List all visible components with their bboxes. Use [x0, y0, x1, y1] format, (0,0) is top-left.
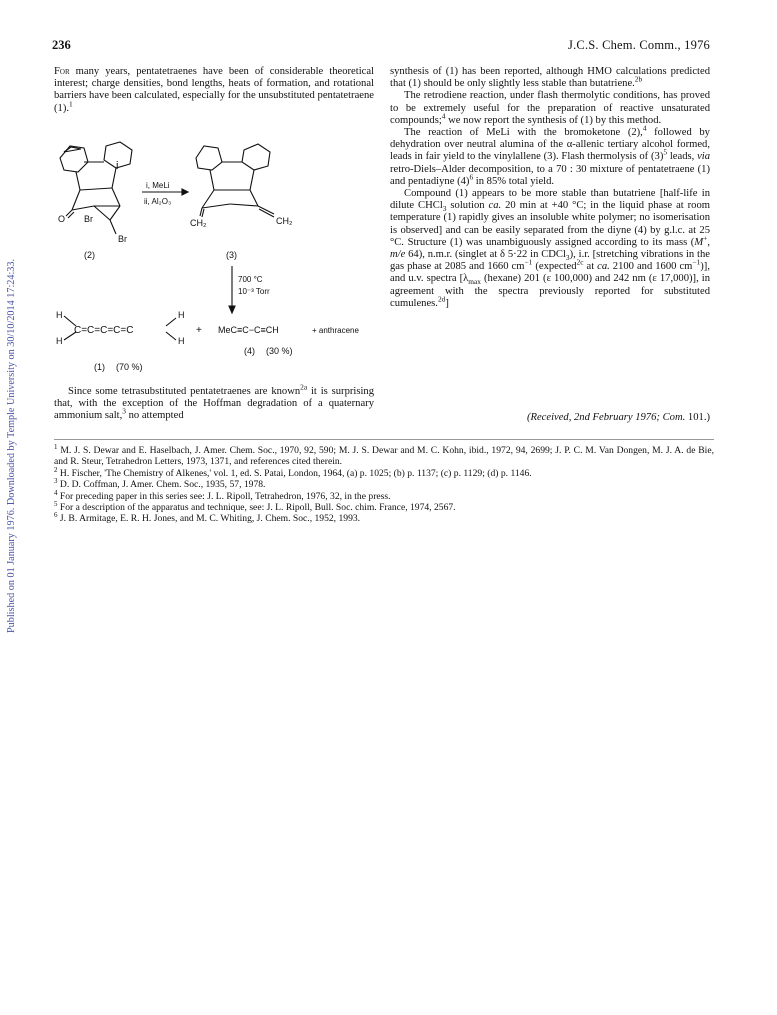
- text-span: The retrodiene reaction, under flash thermolytic conditions, has proved to be extremely useful for the preparation of reactive unsaturated compounds;: [390, 90, 710, 126]
- pentatetraene-formula: C=C=C=C=C: [74, 325, 134, 336]
- ref-2b: 2b: [634, 74, 643, 84]
- compound-4-yield: (30 %): [266, 346, 293, 356]
- atom-h-4: H: [178, 336, 185, 346]
- download-watermark: [4, 215, 18, 635]
- text-span: Since some tetrasubstituted pentatetraenes are known: [68, 386, 301, 397]
- text-span: no attempted: [125, 410, 184, 422]
- text-span: at: [583, 261, 598, 273]
- text-span: Compound (1) appears to be more stable than butatriene [half-life in dilute CHCl: [390, 188, 710, 212]
- characterisation-paragraph: [390, 188, 710, 310]
- intro-text: many years, pentatetraenes have been of considerable theoretical interest; charge densities, bond lengths, heats of formation, and rotational barriers have been calculated, especially for the unsubstituted pentatetraene (1).: [54, 66, 374, 114]
- subscript: 3: [442, 204, 447, 214]
- bond-h3: [166, 318, 176, 326]
- compound-2-structure: [60, 142, 132, 234]
- footnote-6: [54, 513, 714, 524]
- text-span: in 85% total yield.: [473, 175, 555, 187]
- ref-6: 6: [469, 172, 474, 182]
- superscript-minus-one: −1: [692, 257, 701, 267]
- reagent-2: ii, Al₂O₃: [144, 197, 172, 206]
- subscript: 3: [565, 253, 570, 263]
- wedge-mark: i: [116, 160, 119, 172]
- footnote-number: 5: [54, 499, 58, 508]
- text-span: ,: [707, 236, 710, 248]
- superscript-plus: +: [703, 233, 708, 243]
- italic-ca: ca.: [597, 261, 610, 273]
- ref-3: 3: [122, 406, 126, 416]
- text-span: (expected: [532, 261, 577, 273]
- reaction-scheme: [54, 136, 380, 380]
- condition-pressure: 10⁻³ Torr: [238, 287, 270, 296]
- text-span: leads,: [667, 151, 698, 163]
- compound-3-structure: [196, 144, 274, 217]
- text-span: 20 min at +40 °C; in the liquid phase at room temperature (1) rapidly gives an insoluble white polymer; no isomerisation is observed] and can be easily separated from the diyne (4) by g.l.c. at 25 °C. Structure (1) was unambiguously assigned according to its mass (: [390, 200, 711, 248]
- compound-4-label: (4): [244, 346, 255, 356]
- text-span: )], and u.v. spectra [λ: [390, 261, 710, 285]
- condition-temperature: 700 °C: [238, 275, 263, 284]
- compound-3-label: (3): [226, 250, 237, 260]
- footnote-text: J. B. Armitage, E. R. H. Jones, and M. C. Whiting, J. Chem. Soc., 1952, 1993.: [59, 513, 361, 525]
- journal-title: J.C.S. Chem. Comm., 1976: [568, 38, 710, 52]
- left-column-intro: [54, 66, 374, 115]
- footnote-2: [54, 465, 714, 479]
- anthracene-byproduct: + anthracene: [312, 326, 359, 335]
- italic-ca: ca.: [488, 200, 502, 212]
- received-number: 101.): [687, 412, 710, 423]
- ref-5: 5: [663, 147, 668, 157]
- text-span: 2100 and 1600 cm: [609, 261, 693, 273]
- superscript-minus-one: −1: [524, 257, 533, 267]
- atom-bromine-2: Br: [118, 234, 127, 244]
- atom-ch2-a: CH₂: [190, 218, 207, 228]
- footnote-1: [54, 442, 714, 468]
- text-span: it is surprising that, with the exception of the Hoffman degradation of a quaternary ammonium salt,: [54, 386, 374, 422]
- pentatetraene-paragraph: [54, 382, 374, 423]
- ref-2d: 2d: [437, 294, 446, 304]
- received-com: Com.: [662, 412, 686, 423]
- via-italic: via: [697, 151, 711, 163]
- received-date: [390, 412, 710, 423]
- compound-1-label: (1): [94, 362, 105, 372]
- italic-m: M: [694, 236, 704, 248]
- received-text: (Received, 2nd February 1976;: [526, 412, 660, 423]
- page-number: 236: [52, 38, 71, 52]
- atom-oxygen: O: [58, 214, 66, 224]
- atom-h-1: H: [56, 310, 63, 320]
- compound-2-label: (2): [84, 250, 95, 260]
- footnote-text: H. Fischer, 'The Chemistry of Alkenes,' vol. 1, ed. S. Patai, London, 1964, (a) p. 1025; (b) p. 1137; (c) p. 1129; (d) p. 1146.: [59, 467, 532, 479]
- text-span: we now report the synthesis of (1) by this method.: [445, 114, 662, 126]
- footnote-number: 2: [54, 465, 58, 474]
- italic-me: m/e: [390, 249, 406, 261]
- ref-4b: 4: [642, 123, 647, 133]
- right-column: [390, 66, 710, 310]
- intro-lead-word: For: [54, 66, 70, 77]
- footnote-number: 1: [54, 442, 58, 451]
- footnote-text: For a description of the apparatus and technique, see: J. L. Ripoll, Bull. Soc. chim. France, 1974, 2567.: [59, 502, 456, 514]
- page-header: [52, 38, 710, 54]
- footnote-rule: [54, 439, 714, 440]
- synthesis-paragraph: [390, 66, 710, 90]
- ref-2a: 2a: [300, 382, 308, 392]
- bond-h4: [166, 332, 176, 340]
- footnote-text: D. D. Coffman, J. Amer. Chem. Soc., 1935, 57, 1978.: [59, 479, 266, 491]
- text-span: retro-Diels–Alder decomposition, to a 70 : 30 mixture of pentatetraene (1) and pentadiyne (4): [390, 163, 710, 187]
- compound-1-yield: (70 %): [116, 362, 143, 372]
- atom-h-2: H: [56, 336, 63, 346]
- ref-1: 1: [69, 99, 73, 109]
- reaction-arrow-2-head: [229, 306, 235, 313]
- text-span: ]: [445, 297, 449, 309]
- ref-2c: 2c: [576, 257, 584, 267]
- reaction-scheme-svg: [54, 136, 380, 380]
- subscript-max: max: [468, 277, 481, 287]
- footnote-4: [54, 488, 714, 502]
- text-span: synthesis of (1) has been reported, although HMO calculations predicted that (1) should be only slightly less stable than butatriene.: [390, 66, 710, 90]
- footnote-text: M. J. S. Dewar and E. Haselbach, J. Amer. Chem. Soc., 1970, 92, 590; M. J. S. Dewar and M. C. Kohn, ibid., 1972, 94, 2699; J. P. C. M. Van Dongen, M. J. A. de Bie, and R. Steur, Tetrahedron Letters, 1973, 1371, and references cited therein.: [54, 445, 714, 468]
- pentadiyne-formula: MeC≡C−C≡CH: [218, 325, 279, 335]
- footnote-number: 6: [54, 511, 58, 520]
- footnote-5: [54, 499, 714, 514]
- text-span: The reaction of MeLi with the bromoketone (2),: [404, 127, 643, 139]
- text-span: 64), n.m.r. (singlet at δ 5·22 in CDCl: [405, 249, 566, 261]
- atom-h-3: H: [178, 310, 185, 320]
- atom-ch2-b: CH₂: [276, 216, 293, 226]
- reagent-1: i, MeLi: [146, 181, 170, 190]
- reaction-arrow-1-head: [182, 189, 188, 195]
- text-span: solution: [446, 200, 489, 212]
- footnotes: [54, 442, 714, 525]
- ref-4: 4: [441, 111, 446, 121]
- left-column-continuation: [54, 382, 374, 423]
- text-span: ), i.r. [stretching vibrations in the gas phase at 2085 and 1660 cm: [390, 249, 710, 273]
- download-watermark-text: Published on 01 January 1976. Downloaded by Temple University on 30/10/2014 17:24:33.: [6, 258, 17, 633]
- footnote-number: 4: [54, 488, 58, 497]
- footnote-3: [54, 479, 714, 490]
- footnote-number: 3: [54, 477, 58, 486]
- footnote-text: For preceding paper in this series see: J. L. Ripoll, Tetrahedron, 1976, 32, in the press.: [59, 490, 391, 502]
- reaction-paragraph: [390, 123, 711, 188]
- atom-bromine-1: Br: [84, 214, 93, 224]
- text-span: followed by dehydration over neutral alumina of the α-allenic tertiary alcohol formed, leads in fair yield to the vinylallene (3). Flash thermolysis of (3): [390, 127, 710, 163]
- text-span: (hexane) 201 (ε 100,000) and 242 nm (ε 17,000)], in agreement with the spectra previously reported for substituted cumulenes.: [390, 273, 710, 309]
- plus-sign: +: [196, 325, 202, 336]
- intro-paragraph: [54, 66, 374, 115]
- retrodiene-paragraph: [390, 90, 710, 127]
